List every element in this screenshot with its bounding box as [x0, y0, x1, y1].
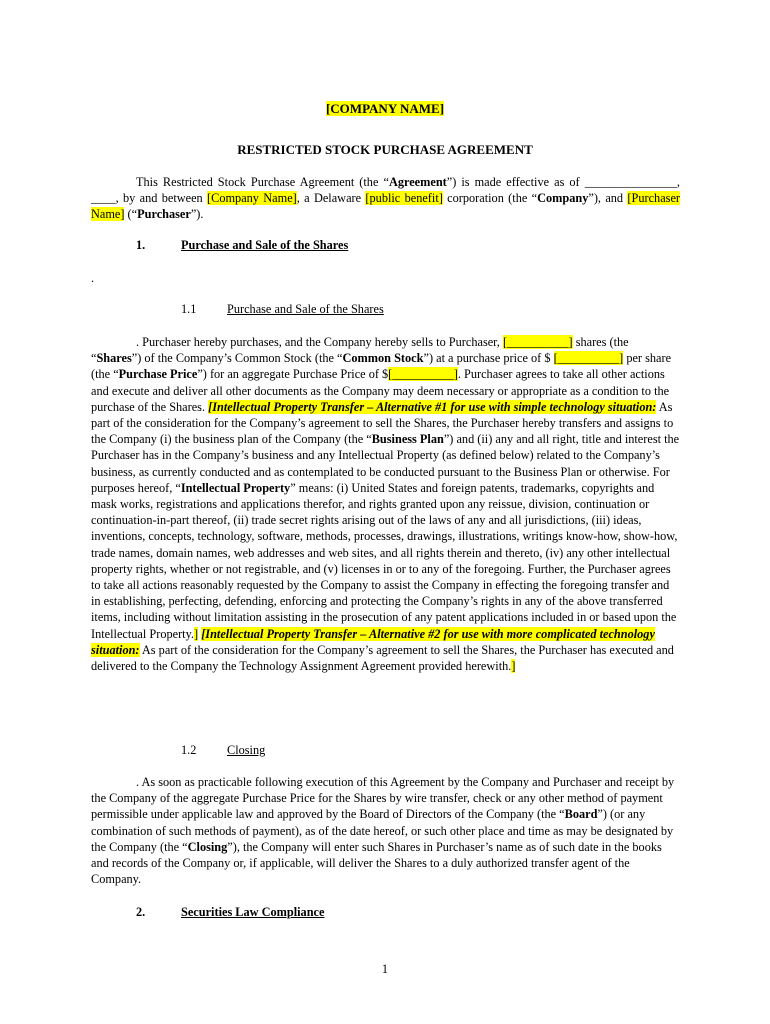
company-name-header: [COMPANY NAME] — [325, 101, 445, 116]
intro-paragraph: This Restricted Stock Purchase Agreement (the “Agreement”) is made effective as of _______________, ____, by and between [Company Name], a Delaware [public benefit] corporation (the “Company”), and [Purchaser Name] (“Purchaser”). — [91, 175, 681, 222]
stray-dot: . — [91, 271, 95, 285]
document-page: [COMPANY NAME] RESTRICTED STOCK PURCHASE AGREEMENT This Restricted Stock Purchase Agreement (the “Agreement”) is made effective as of _______________, ____, by and between [Company Name], a Delaware [public benefit] corporation (the “Company”), and [Purchaser Name] (“Purchaser”). 1. Purchase and Sale of the Shares . 1.1 Purchase and Sale of the Shares . Purchaser hereby purchases, and the Company hereby sells to Purchaser, [__________] shares (the “Shares”) of the Company’s Common Stock (the “Common Stock”) at a purchase price of $ [__________] per share (the “Purchase Price”) for an aggregate Purchase Price of $[__________]. Purchaser agrees to take all other actions and execute and deliver all other documents as the Company may deem necessary or appropriate as a condition to the purchase of the Shares. [Intellectual Property Transfer – Alternative #1 for use with simple technology situation: As part of the consideration for the Company’s agreement to sell the Shares, the Purchaser hereby transfers and assigns to the Company (i) the business plan of the Company (the “Business Plan”) and (ii) any and all right, title and interest the Purchaser has in the Company’s business and any Intellectual Property (as defined below) related to the Company’s business, as currently conducted and as contemplated to be conducted pursuant to the Business Plan or otherwise. For purposes hereof, “Intellectual Property” means: (i) United States and foreign patents, trademarks, copyrights and mask works, registrations and applications therefor, and rights granted upon any reissue, division, continuation or continuation-in-part thereof, (ii) trade secret rights arising out of the laws of any and all jurisdictions, (iii) ideas, inventions, concepts, technology, software, methods, processes, drawings, illustrations, writings know-how, show-how, trade names, domain names, web addresses and web sites, and all rights therein and thereto, (iv) any other intellectual property rights, whether or not registrable, and (v) licenses in or to any of the foregoing. Further, the Purchaser agrees to take all actions reasonably requested by the Company to assist the Company in effecting the foregoing transfer and in establishing, perfecting, defending, enforcing and protecting the Company’s rights in any of the above transferred items, including without limitation assisting in the prosecution of any patent applications included in or based upon the Intellectual Property.] [Intellectual Property Transfer – Alternative #2 for use with more complicated technology situation: As part of the consideration for the Company’s agreement to sell the Shares, the Purchaser has executed and delivered to the Company the Technology Assignment Agreement provided herewith.] 1.2 Closing . As soon as practicable following execution of this Agreement by the Company and Purchaser and receipt by the Company of the aggregate Purchase Price for the Shares by wire transfer, check or any other method of payment permissible under applicable law and approved by the Board of Directors of the Company (the “Board”) (or any combination of such methods of payment), as of the date hereof, or such other place and time as may be designated by the Company (the “Closing”), the Company will enter such Shares in Purchaser’s name as of such date in the books and records of the Company or, if applicable, will deliver the Shares to a duly authorized transfer agent of the Company. 2. Securities Law Compliance 1 — [0, 0, 770, 1024]
section-1-2-body: . As soon as practicable following execution of this Agreement by the Company and Purchaser and receipt by the Company of the aggregate Purchase Price for the Shares by wire transfer, check or any other method of payment permissible under applicable law and approved by the Board of Directors of the Company (the “Board”) (or any combination of such methods of payment), as of the date hereof, or such other place and time as may be designated by the Company (the “Closing”), the Company will enter such Shares in Purchaser’s name as of such date in the books and records of the Company or, if applicable, will deliver the Shares to a duly authorized transfer agent of the Company. — [91, 775, 675, 887]
document-title: RESTRICTED STOCK PURCHASE AGREEMENT — [237, 142, 533, 157]
page-number: 1 — [381, 962, 389, 976]
section-1-1-body: . Purchaser hereby purchases, and the Company hereby sells to Purchaser, [__________] shares (the “Shares”) of the Company’s Common Stock (the “Common Stock”) at a purchase price of $ [__________] per share (the “Purchase Price”) for an aggregate Purchase Price of $[__________]. Purchaser agrees to take all other actions and execute and deliver all other documents as the Company may deem necessary or appropriate as a condition to the purchase of the Shares. [Intellectual Property Transfer – Alternative #1 for use with simple technology situation: As part of the consideration for the Company’s agreement to sell the Shares, the Purchaser hereby transfers and assigns to the Company (i) the business plan of the Company (the “Business Plan”) and (ii) any and all right, title and interest the Purchaser has in the Company’s business and any Intellectual Property (as defined below) related to the Company’s business, as currently conducted and as contemplated to be conducted pursuant to the Business Plan or otherwise. For purposes hereof, “Intellectual Property” means: (i) United States and foreign patents, trademarks, copyrights and mask works, registrations and applications therefor, and rights granted upon any reissue, division, continuation or continuation-in-part thereof, (ii) trade secret rights arising out of the laws of any and all jurisdictions, (iii) ideas, inventions, concepts, technology, software, methods, processes, drawings, illustrations, writings know-how, show-how, trade names, domain names, web addresses and web sites, and all rights therein and thereto, (iv) any other intellectual property rights, whether or not registrable, and (v) licenses in or to any of the foregoing. Further, the Purchaser agrees to take all actions reasonably requested by the Company to assist the Company in effecting the foregoing transfer and in establishing, perfecting, defending, enforcing and protecting the Company’s rights in any of the above transferred items, including without limitation assisting in the prosecution of any patent applications included in or based upon the Intellectual Property.] [Intellectual Property Transfer – Alternative #2 for use with more complicated technology situation: As part of the consideration for the Company’s agreement to sell the Shares, the Purchaser has executed and delivered to the Company the Technology Assignment Agreement provided herewith.] — [91, 335, 680, 674]
